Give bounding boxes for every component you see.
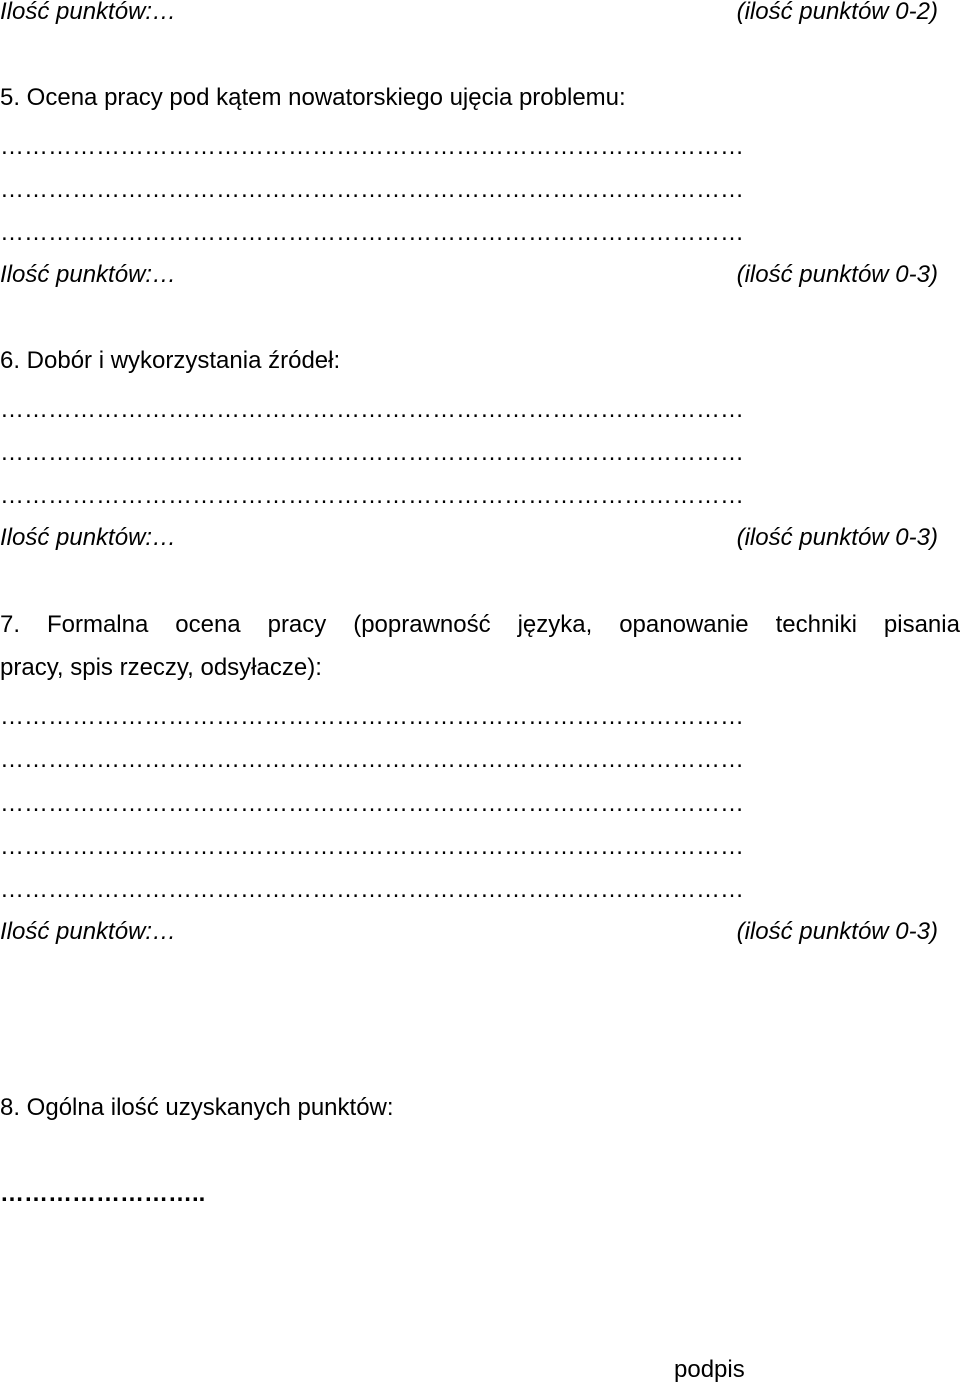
answer-line[interactable]: ………………………………………………………………………………… [0, 219, 744, 246]
points-label-top: Ilość punktów:… [0, 0, 177, 25]
answer-line[interactable]: ………………………………………………………………………………… [0, 176, 744, 203]
section-7-word: 7. [0, 611, 21, 638]
section-6-title: 6. Dobór i wykorzystania źródeł: [0, 347, 341, 374]
answer-line[interactable]: ………………………………………………………………………………… [0, 746, 744, 773]
answer-line[interactable]: ………………………………………………………………………………… [0, 133, 744, 160]
section-5-title: 5. Ocena pracy pod kątem nowatorskiego ujęcia problemu: [0, 84, 626, 111]
answer-line[interactable]: ………………………………………………………………………………… [0, 703, 744, 730]
section-7-word: języka, [517, 611, 593, 638]
points-range-top: (ilość punktów 0-2) [736, 0, 938, 25]
section-7-word: pisania [883, 611, 960, 638]
points-range-5: (ilość punktów 0-3) [736, 261, 938, 288]
answer-line[interactable]: ………………………………………………………………………………… [0, 396, 744, 423]
section-7-word: ocena [175, 611, 241, 638]
answer-line[interactable]: ………………………………………………………………………………… [0, 790, 744, 817]
answer-line[interactable]: ………………………………………………………………………………… [0, 439, 744, 466]
section-7-word: opanowanie [619, 611, 749, 638]
points-label-6: Ilość punktów:… [0, 524, 177, 551]
section-8-title: 8. Ogólna ilość uzyskanych punktów: [0, 1094, 394, 1121]
section-7-word: techniki [775, 611, 857, 638]
section-7-word: (poprawność [353, 611, 491, 638]
section-7-word: Formalna [46, 611, 149, 638]
total-points-value[interactable]: …………………….. [0, 1180, 206, 1207]
points-label-7: Ilość punktów:… [0, 918, 177, 945]
answer-line[interactable]: ………………………………………………………………………………… [0, 833, 744, 860]
points-range-7: (ilość punktów 0-3) [736, 918, 938, 945]
signature-label: podpis [674, 1356, 745, 1383]
answer-line[interactable]: ………………………………………………………………………………… [0, 482, 744, 509]
answer-line[interactable]: ………………………………………………………………………………… [0, 876, 744, 903]
section-7-title-line-2: pracy, spis rzeczy, odsyłacze): [0, 654, 322, 681]
points-label-5: Ilość punktów:… [0, 261, 177, 288]
section-7-title-line-1 [0, 613, 960, 637]
section-7-word: pracy [267, 611, 327, 638]
points-range-6: (ilość punktów 0-3) [736, 524, 938, 551]
